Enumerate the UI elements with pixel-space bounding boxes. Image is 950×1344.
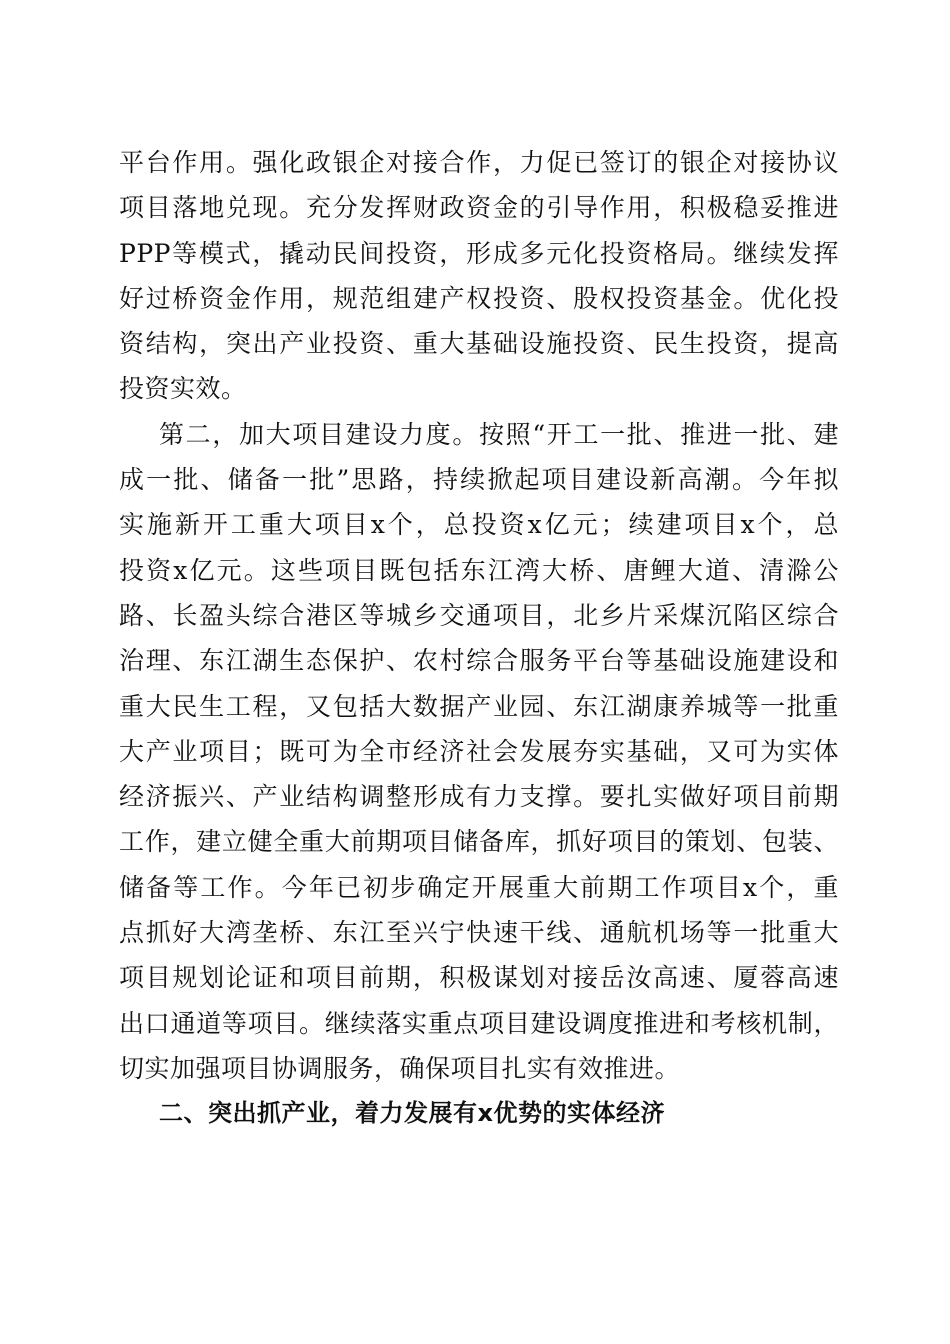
text-line: 路、长盈头综合港区等城乡交通项目，北乡片采煤沉陷区综合: [119, 600, 839, 630]
text-line: 项目落地兑现。充分发挥财政资金的引导作用，积极稳妥推进: [119, 193, 839, 223]
text-line: 大产业项目；既可为全市经济社会发展夯实基础，又可为实体: [119, 736, 839, 766]
text-line: 治理、东江湖生态保护、农村综合服务平台等基础设施建设和: [119, 646, 839, 676]
paragraph-project-construction: [119, 412, 839, 1091]
text-line: 工作，建立健全重大前期项目储备库，抓好项目的策划、包装、: [119, 827, 839, 857]
text-line: 切实加强项目协调服务，确保项目扎实有效推进。: [119, 1053, 681, 1083]
text-line: PPP等模式，撬动民间投资，形成多元化投资格局。继续发挥: [119, 238, 839, 268]
text-line: 经济振兴、产业结构调整形成有力支撑。要扎实做好项目前期: [119, 782, 839, 812]
text-line: 第二，加大项目建设力度。按照“开工一批、推进一批、建: [159, 419, 839, 449]
text-line: 投资x亿元。这些项目既包括东江湾大桥、唐鲤大道、清滁公: [119, 555, 839, 585]
section-heading: 二、突出抓产业，着力发展有x优势的实体经济: [159, 1099, 665, 1128]
text-line: 成一批、储备一批”思路，持续掀起项目建设新高潮。今年拟: [119, 465, 839, 495]
text-line: 资结构，突出产业投资、重大基础设施投资、民生投资，提高: [119, 329, 839, 359]
paragraph-investment: [119, 140, 839, 412]
text-line: 投资实效。: [119, 374, 247, 404]
text-line: 点抓好大湾垄桥、东江至兴宁快速干线、通航机场等一批重大: [119, 918, 839, 948]
text-line: 好过桥资金作用，规范组建产权投资、股权投资基金。优化投: [119, 283, 839, 313]
text-line: 储备等工作。今年已初步确定开展重大前期工作项目x个，重: [119, 872, 839, 902]
text-line: 实施新开工重大项目x个，总投资x亿元；续建项目x个，总: [119, 510, 839, 540]
text-line: 项目规划论证和项目前期，积极谋划对接岳汝高速、厦蓉高速: [119, 963, 839, 993]
text-line: 重大民生工程，又包括大数据产业园、东江湖康养城等一批重: [119, 691, 839, 721]
text-line: 平台作用。强化政银企对接合作，力促已签订的银企对接协议: [119, 148, 839, 177]
text-line: 出口通道等项目。继续落实重点项目建设调度推进和考核机制，: [119, 1008, 839, 1038]
document-body: [119, 140, 839, 1137]
